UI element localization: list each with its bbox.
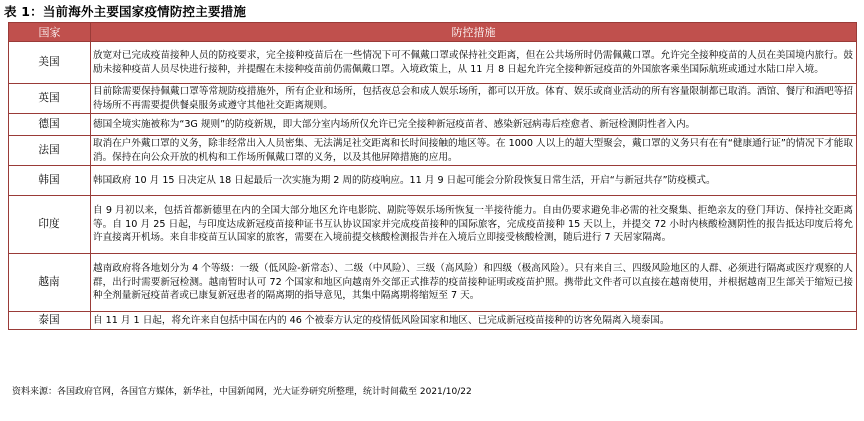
measure-cell: 放宽对已完成疫苗接种人员的防疫要求，完全接种疫苗后在一些情况下可不佩戴口罩或保持社交距离，但在公共场所时仍需佩戴口罩。允许完全接种疫苗的人员在美国境内旅行。鼓励未接种疫苗人员尽快进行接种，并提醒在未接种疫苗前仍需佩戴口罩。入境政策上，从 11 月 8 日起允许完全接种新冠疫苗的外国旅客乘坐国际航班或通过水陆口岸入境。 <box>91 42 857 84</box>
table-row-usa <box>9 42 857 84</box>
measure-cell: 韩国政府 10 月 15 日决定从 18 日起最后一次实施为期 2 周的防疫响应。11 月 9 日起可能会分阶段恢复日常生活，开启“与新冠共存”防疫模式。 <box>91 166 857 196</box>
table-header-row <box>9 23 857 42</box>
measure-cell: 越南政府将各地划分为 4 个等级：一级（低风险-新常态）、二级（中风险）、三级（高风险）和四级（极高风险）。只有来自三、四级风险地区的人群、必须进行隔离或医疗观察的人群，出行时需要新冠检测。越南暂时认可 72 个国家和地区向越南外交部正式推荐的疫苗接种证明或疫苗护照。携带此文件者可以直接在越南使用，并根据越南卫生部关于缩短已接种全剂量新冠疫苗者或已康复新冠患者的隔离期的指导意见，其集中隔离期将缩短至 7 天。 <box>91 254 857 312</box>
table-title: 表 1：当前海外主要国家疫情防控主要措施 <box>4 4 247 19</box>
country-cell: 印度 <box>9 196 91 254</box>
table-row-uk <box>9 84 857 114</box>
measure-cell: 自 9 月初以来，包括首都新德里在内的全国大部分地区允许电影院、剧院等娱乐场所恢复一半接待能力。自由仍要求避免非必需的社交聚集、拒绝亲友的登门拜访、保持社交距离等。自 10 月 25 日起，与印度达成新冠疫苗接种证书互认协议国家并完成疫苗接种的国际旅客，完成疫苗接种 15 天以上，并提交 72 小时内核酸检测阴性的报告抵达印度后将允许直接离开机场。来自非疫苗互认国家的旅客，需要在入境前提交核酸检测报告并在入境后立即接受核酸检测，随后进行 7 天居家隔离。 <box>91 196 857 254</box>
table-row-korea <box>9 166 857 196</box>
header-measures: 防控措施 <box>91 23 857 42</box>
country-cell: 越南 <box>9 254 91 312</box>
measure-cell: 目前除需要保持佩戴口罩等常规防疫措施外，所有企业和场所，包括夜总会和成人娱乐场所，都可以开放。体育、娱乐或商业活动的所有容量限制都已取消。酒馆、餐厅和酒吧等招待场所不再需要提供餐桌服务或遵守其他社交距离规则。 <box>91 84 857 114</box>
measure-cell: 德国全境实施被称为“3G 规则”的防疫新规，即大部分室内场所仅允许已完全接种新冠疫苗者、感染新冠病毒后痊愈者、新冠检测阴性者入内。 <box>91 114 857 136</box>
country-cell: 美国 <box>9 42 91 84</box>
country-cell: 英国 <box>9 84 91 114</box>
country-cell: 法国 <box>9 136 91 166</box>
table-row-india <box>9 196 857 254</box>
measure-cell: 自 11 月 1 日起，将允许来自包括中国在内的 46 个被泰方认定的疫情低风险国家和地区、已完成新冠疫苗接种的访客免隔离入境泰国。 <box>91 312 857 330</box>
table-row-france <box>9 136 857 166</box>
source-note: 资料来源：各国政府官网，各国官方媒体，新华社，中国新闻网，光大证券研究所整理，统计时间截至 2021/10/22 <box>12 387 472 397</box>
measure-cell: 取消在户外戴口罩的义务，除非经常出入人员密集、无法满足社交距离和长时间接触的地区等。在 1000 人以上的超大型聚会，戴口罩的义务只有在有“健康通行证”的情况下才能取消。保持在向公众开放的机构和工作场所佩戴口罩的义务，以及其他屏障措施的应用。 <box>91 136 857 166</box>
table-row-thailand <box>9 312 857 330</box>
country-cell: 德国 <box>9 114 91 136</box>
country-cell: 泰国 <box>9 312 91 330</box>
country-cell: 韩国 <box>9 166 91 196</box>
header-country: 国家 <box>9 23 91 42</box>
table-row-germany <box>9 114 857 136</box>
measures-table <box>8 22 857 330</box>
table-row-vietnam <box>9 254 857 312</box>
